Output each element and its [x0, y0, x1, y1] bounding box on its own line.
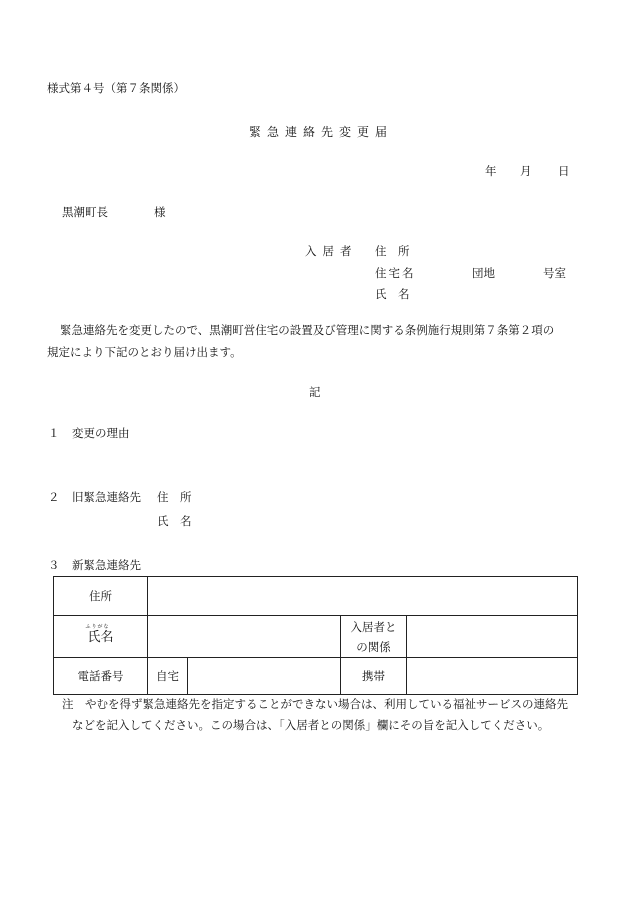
- relation-label-line2: の関係: [356, 639, 391, 654]
- date-month-label: 月: [520, 164, 532, 178]
- name-input-cell[interactable]: [148, 616, 341, 658]
- name-furigana: ふりがな: [85, 623, 110, 630]
- name-label-cell: [54, 616, 148, 658]
- ki-heading: 記: [309, 385, 321, 399]
- relation-label-line1: 入居者と: [350, 619, 397, 634]
- mobile-phone-input-cell[interactable]: [407, 658, 578, 695]
- applicant-address-label: 住 所: [375, 244, 410, 258]
- address-input-cell[interactable]: [148, 577, 578, 616]
- mobile-label-cell: [341, 658, 407, 695]
- date-day-label: 日: [558, 164, 570, 178]
- applicant-room: 号室: [543, 266, 566, 280]
- item3-number: ３: [48, 558, 60, 572]
- applicant-name-label: 氏 名: [375, 287, 410, 301]
- home-label-cell: [148, 658, 188, 695]
- item1-label: 変更の理由: [72, 426, 130, 440]
- new-contact-table: [53, 576, 578, 695]
- item2-label: 旧緊急連絡先: [72, 490, 141, 504]
- addressee-name: 黒潮町長: [62, 205, 108, 219]
- item2-address-label: 住 所: [157, 490, 192, 504]
- form-number: 様式第４号（第７条関係）: [47, 81, 185, 95]
- mobile-label: 携帯: [362, 669, 385, 683]
- body-text-line2: 規定により下記のとおり届け出ます。: [47, 345, 242, 359]
- address-label-cell: [54, 577, 148, 616]
- applicant-danchi: 団地: [472, 266, 495, 280]
- item2-number: ２: [48, 490, 60, 504]
- body-text-line1: 緊急連絡先を変更したので、黒潮町営住宅の設置及び管理に関する条例施行規則第７条第２項の: [60, 323, 555, 337]
- address-label: 住所: [89, 589, 112, 603]
- phone-label: 電話番号: [77, 669, 124, 683]
- applicant-label: 入居者: [305, 244, 358, 258]
- name-label: 氏名: [87, 629, 114, 645]
- relation-input-cell[interactable]: [407, 616, 578, 658]
- applicant-housing-label: 住宅名: [375, 266, 416, 280]
- phone-label-cell: [54, 658, 148, 695]
- item2-name-label: 氏 名: [157, 514, 192, 528]
- item3-label: 新緊急連絡先: [72, 558, 141, 572]
- note-line2: などを記入してください。この場合は、「入居者との関係」欄にその旨を記入してください。: [72, 718, 550, 732]
- page-title: 緊急連絡先変更届: [249, 125, 394, 139]
- home-phone-input-cell[interactable]: [188, 658, 341, 695]
- date-year-label: 年: [485, 164, 497, 178]
- addressee-honorific: 様: [154, 205, 166, 219]
- name-label-wrap: [85, 623, 114, 645]
- home-label: 自宅: [156, 669, 179, 683]
- item1-number: １: [48, 426, 60, 440]
- note-line1: 注 やむを得ず緊急連絡先を指定することができない場合は、利用している福祉サービスの連絡先: [62, 697, 568, 711]
- relation-label-cell: [341, 616, 407, 658]
